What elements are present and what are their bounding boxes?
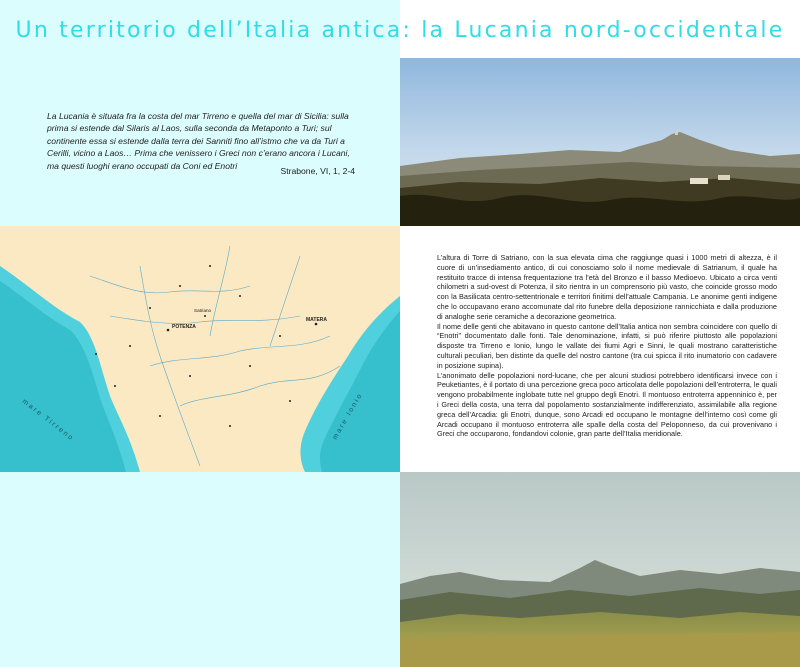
body-text	[437, 253, 777, 439]
landscape-photo-bottom	[400, 472, 800, 667]
quote-source: Strabone, VI, 1, 2-4	[280, 166, 355, 176]
map-lucania	[0, 226, 400, 472]
body-paragraph-3: L’anonimato delle popolazioni nord-lucane, che per alcuni studiosi potrebbero identificarsi invece con i Peuketiantes, è il portato di una percezione greca poco articolata delle popolazioni dell’entroterra, le quali vengono probabilmente inglobate tutte nel gruppo degli Enotri. Il montuoso entroterra appenninico è, per i Greci della costa, una terra dal popolamento sostanzialmente indifferenziato, assimilabile alla regione greca dell’Arcadia: gli Enotri, dunque, sono Arcadi ed occupano le montagne dell’interno così come gli Arcadi occupano il montuoso entroterra alle spalle della costa del Peloponneso, da cui provenivano i Greci che occuparono, fondandovi colonie, gran parte dell’Italia meridionale.	[437, 370, 777, 439]
page-title: Un territorio dell’Italia antica: la Lucania nord-occidentale	[15, 18, 785, 43]
map-label-matera: MATERA	[306, 317, 328, 323]
landscape-photo-top	[400, 58, 800, 226]
map-label-potenza: POTENZA	[172, 324, 196, 330]
bottom-left-panel	[0, 472, 400, 667]
map-label-satriano: Satriano	[194, 308, 212, 313]
quote-text: La Lucania è situata fra la costa del mar Tirreno e quella del mar di Sicilia: sulla prima si estende dal Silaris al Laos, sulla seconda da Metaponto a Turi; sul continente essa si estende dalla terra dei Sanniti fino all’istmo che va da Turi a Cerilli, vicino a Laos… Prima che venissero i Greci non c’erano ancora i Lucani, ma questi luoghi erano occupati da Coni ed Enotri	[47, 111, 350, 171]
body-paragraph-1: L’altura di Torre di Satriano, con la sua elevata cima che raggiunge quasi i 1000 metri di altezza, è il cuore di un’insediamento antico, di cui conosciamo solo il nome medievale di Satrianum, il quale ha restituito tracce di intensa frequentazione tra l’età del Bronzo e il basso Medioevo. Ubicato a circa venti chilometri a sud-ovest di Potenza, il sito rientra in un comprensorio più vasto, che coincide grosso modo con la Basilicata centro-settentrionale e territori finitimi dell’attuale Campania. Le anonime genti indigene che lo occupavano erano accomunate dal rito funebre della deposizione rannicchiata e dalla produzione di analoghe serie ceramiche a decorazione geometrica.	[437, 253, 777, 321]
map-label-mare-tirreno: mare Tirreno	[20, 398, 76, 443]
body-paragraph-2: Il nome delle genti che abitavano in questo cantone dell’Italia antica non sembra coincidere con quello di “Enotri” documentato dalle fonti. Tale denominazione, infatti, si può riferire piuttosto alle popolazioni disposte tra Tirreno e Ionio, lungo le vallate dei fiumi Agri e Sinni, le quali mostrano caratteristiche culturali peculiari, ben distinte da quelle del nostro cantone (tra cui spicca il rito inumatorio con cadavere in posizione supina).	[437, 321, 777, 370]
map-label-mare-ionio: mare Ionio	[331, 391, 365, 441]
